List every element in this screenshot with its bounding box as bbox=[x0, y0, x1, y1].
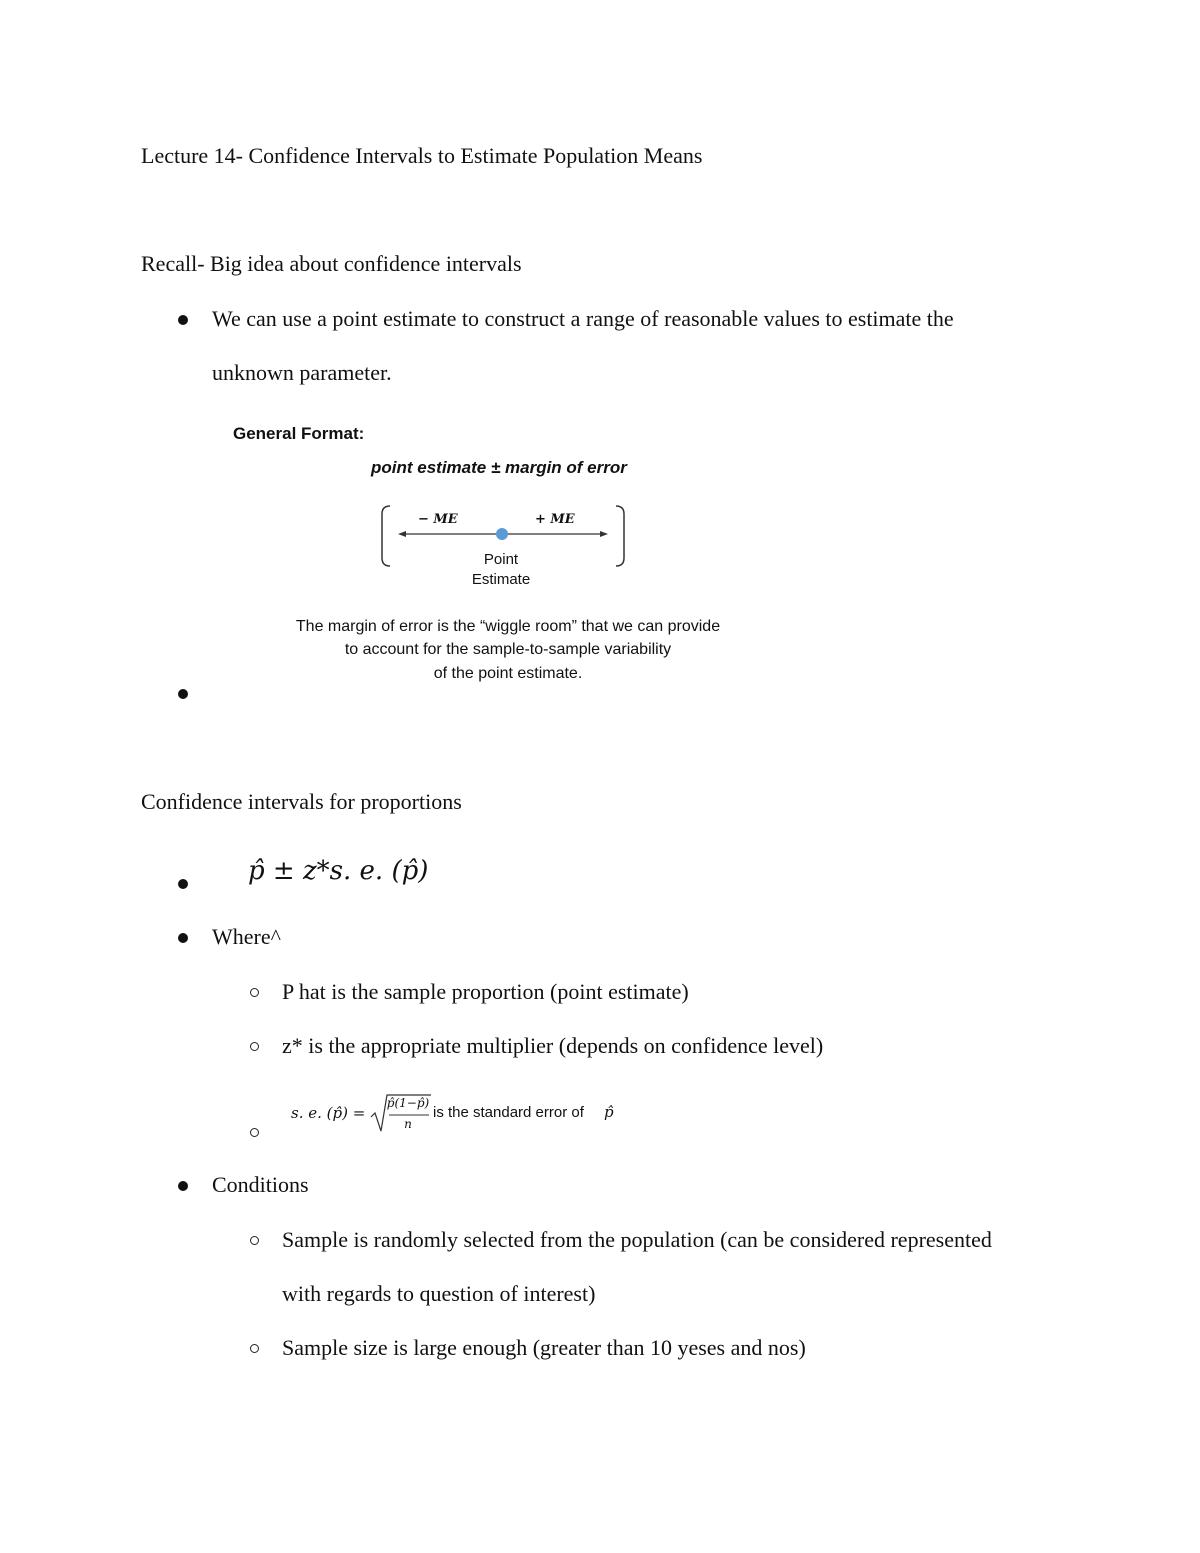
left-arrowhead bbox=[398, 531, 406, 537]
phat-definition: P hat is the sample proportion (point estimate) bbox=[282, 979, 689, 1004]
figure-caption-3: of the point estimate. bbox=[433, 665, 583, 682]
se-description: is the standard error of bbox=[433, 1104, 584, 1121]
bullet-dot bbox=[178, 315, 188, 325]
right-bracket bbox=[616, 506, 624, 566]
sub-bullet-circle bbox=[250, 1128, 259, 1137]
where-label: Where^ bbox=[212, 924, 281, 949]
sub-bullet-circle bbox=[250, 1344, 259, 1353]
sub-bullet-circle bbox=[250, 1236, 259, 1245]
sub-bullet-circle bbox=[250, 1042, 259, 1051]
right-arrowhead bbox=[600, 531, 608, 537]
bullet-dot bbox=[178, 689, 188, 699]
se-denominator: n bbox=[404, 1117, 412, 1131]
se-numerator: p̂(1−p̂) bbox=[386, 1096, 430, 1110]
conditions-label: Conditions bbox=[212, 1172, 309, 1197]
estimate-label: Estimate bbox=[471, 571, 531, 588]
plus-me-label: + ME bbox=[535, 512, 575, 527]
point-label: Point bbox=[483, 551, 519, 568]
figure-formula: point estimate ± margin of error bbox=[371, 458, 627, 477]
ci-formula: p̂ ± z*s. e. (p̂) bbox=[248, 856, 429, 886]
point-estimate-dot bbox=[496, 528, 508, 540]
condition-1-line-2: with regards to question of interest) bbox=[282, 1281, 596, 1306]
minus-me-label: − ME bbox=[418, 512, 458, 527]
figure-caption-1: The margin of error is the “wiggle room” that we can provide bbox=[295, 618, 721, 635]
page-title: Lecture 14- Confidence Intervals to Estimate Population Means bbox=[141, 143, 703, 168]
condition-2: Sample size is large enough (greater than 10 yeses and nos) bbox=[282, 1335, 806, 1360]
figure-caption-2: to account for the sample-to-sample variability bbox=[344, 641, 672, 658]
bullet-dot bbox=[178, 879, 188, 889]
figure-heading: General Format: bbox=[233, 424, 365, 443]
zstar-definition: z* is the appropriate multiplier (depends on confidence level) bbox=[282, 1033, 824, 1058]
bullet-dot bbox=[178, 1181, 188, 1191]
recall-heading: Recall- Big idea about confidence intervals bbox=[141, 251, 522, 276]
bullet-dot bbox=[178, 933, 188, 943]
proportions-heading: Confidence intervals for proportions bbox=[141, 789, 462, 814]
se-formula-lhs: s. e. (p̂) = bbox=[291, 1104, 366, 1122]
condition-1-line-1: Sample is randomly selected from the population (can be considered represented bbox=[282, 1227, 992, 1252]
sub-bullet-circle bbox=[250, 988, 259, 997]
se-description-end: p̂ bbox=[604, 1103, 614, 1121]
left-bracket bbox=[382, 506, 390, 566]
recall-bullet-line-1: We can use a point estimate to construct a range of reasonable values to estimate the bbox=[212, 306, 954, 331]
recall-bullet-line-2: unknown parameter. bbox=[212, 360, 392, 385]
